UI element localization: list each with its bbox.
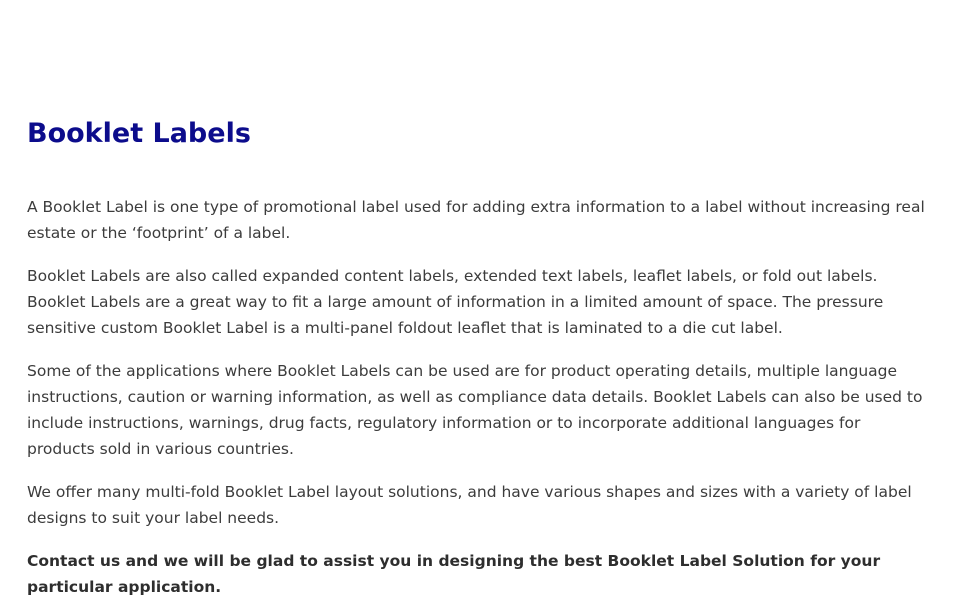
paragraph-solutions: We offer many multi-fold Booklet Label layout solutions, and have various shapes and sizes with a variety of label designs to suit your label needs.	[27, 483, 912, 527]
call-to-action: Contact us and we will be glad to assist you in designing the best Booklet Label Solution for your particular application.	[27, 552, 881, 596]
page-title: Booklet Labels	[27, 118, 251, 149]
paragraph-applications: Some of the applications where Booklet Labels can be used are for product operating details, multiple language instructions, caution or warning information, as well as compliance data details. Booklet Labels can also be used to include instructions, warnings, drug facts, regulatory information or to incorporate additional languages for products sold in various countries.	[27, 362, 923, 458]
paragraph-aliases: Booklet Labels are also called expanded content labels, extended text labels, leaflet labels, or fold out labels. Booklet Labels are a great way to fit a large amount of information in a limited amount of space. The pressure sensitive custom Booklet Label is a multi-panel foldout leaflet that is laminated to a die cut label.	[27, 267, 884, 337]
article-content	[27, 114, 927, 600]
paragraph-intro: A Booklet Label is one type of promotional label used for adding extra information to a label without increasing real estate or the ‘footprint’ of a label.	[27, 198, 925, 242]
